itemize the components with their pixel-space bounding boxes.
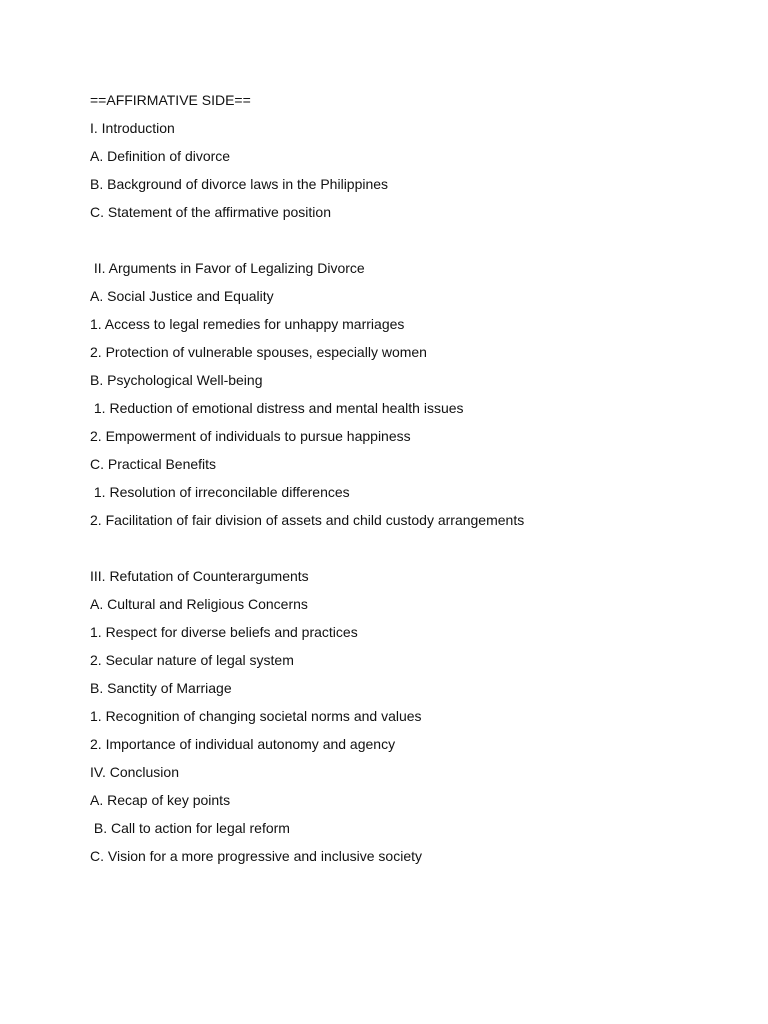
- outline-item: A. Cultural and Religious Concerns: [90, 596, 308, 612]
- document-heading: ==AFFIRMATIVE SIDE==: [90, 92, 251, 108]
- outline-item: 2. Empowerment of individuals to pursue happiness: [90, 428, 411, 444]
- outline-item: B. Psychological Well-being: [90, 372, 263, 388]
- outline-item: 2. Importance of individual autonomy and agency: [90, 736, 396, 752]
- outline-item: C. Statement of the affirmative position: [90, 204, 331, 220]
- outline-item: 1. Reduction of emotional distress and mental health issues: [90, 400, 464, 416]
- section-heading-conclusion: IV. Conclusion: [90, 764, 179, 780]
- outline-item: A. Social Justice and Equality: [90, 288, 274, 304]
- outline-item: C. Practical Benefits: [90, 456, 217, 472]
- section-heading-arguments: II. Arguments in Favor of Legalizing Divorce: [90, 260, 365, 276]
- section-heading-introduction: I. Introduction: [90, 120, 175, 136]
- outline-item: B. Background of divorce laws in the Philippines: [90, 176, 389, 192]
- outline-item: C. Vision for a more progressive and inclusive society: [90, 848, 423, 864]
- outline-item: B. Sanctity of Marriage: [90, 680, 232, 696]
- blank-line: [90, 231, 730, 259]
- outline-item: 1. Recognition of changing societal norms and values: [90, 708, 422, 724]
- section-heading-refutation: III. Refutation of Counterarguments: [90, 568, 309, 584]
- outline-item: 2. Secular nature of legal system: [90, 652, 294, 668]
- outline-item: B. Call to action for legal reform: [90, 820, 290, 836]
- outline-item: 1. Respect for diverse beliefs and practices: [90, 624, 358, 640]
- outline-item: 2. Protection of vulnerable spouses, especially women: [90, 344, 427, 360]
- outline-item: 1. Access to legal remedies for unhappy marriages: [90, 316, 405, 332]
- outline-item: 1. Resolution of irreconcilable differences: [90, 484, 350, 500]
- outline-item: 2. Facilitation of fair division of assets and child custody arrangements: [90, 512, 525, 528]
- document-page: [90, 91, 730, 875]
- outline-item: A. Recap of key points: [90, 792, 231, 808]
- outline-item: A. Definition of divorce: [90, 148, 231, 164]
- blank-line: [90, 539, 730, 567]
